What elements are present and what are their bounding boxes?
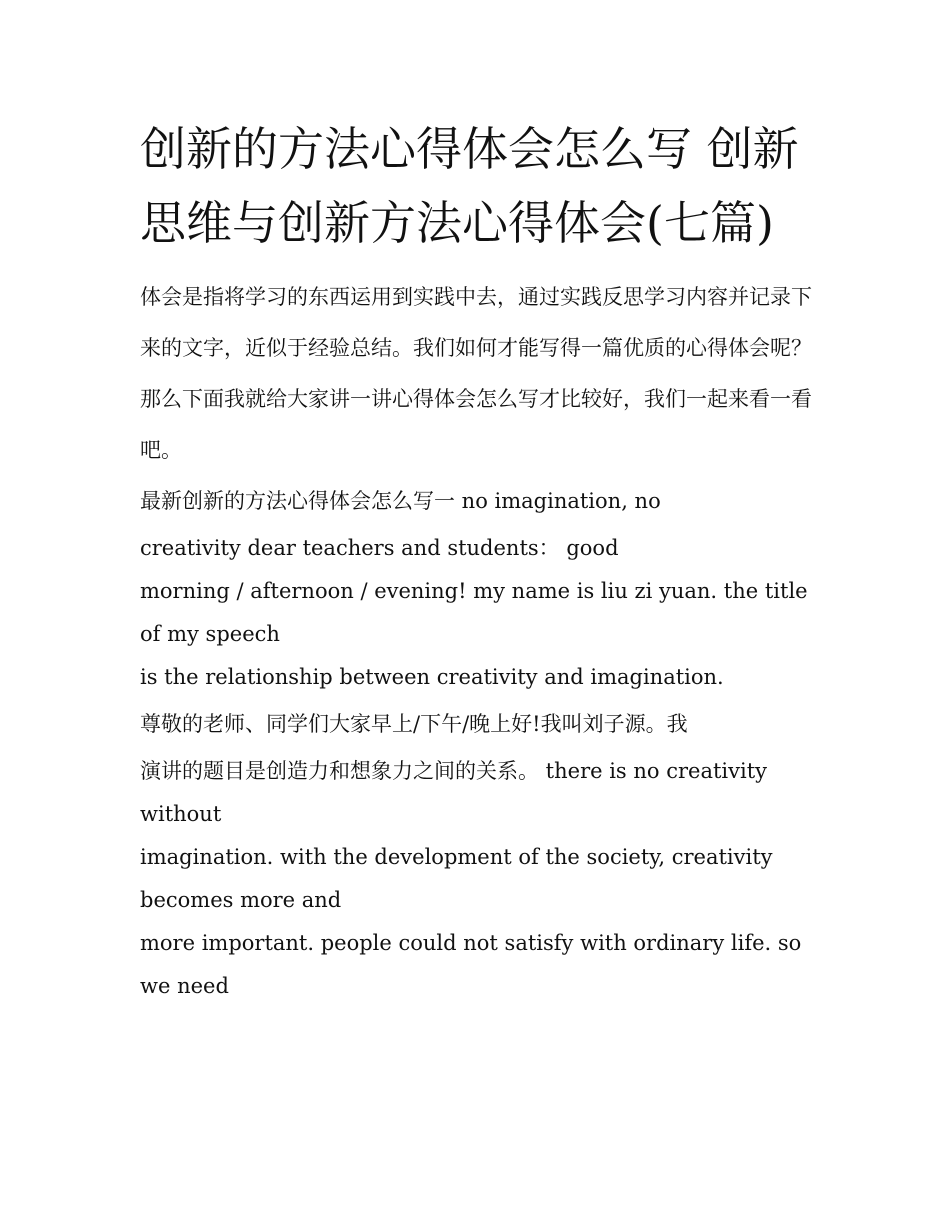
body-line-4: is the relationship between creativity and imagination. (140, 665, 724, 689)
document-page (140, 112, 815, 1008)
body-line-5: 尊敬的老师、同学们大家早上/下午/晚上好!我叫刘子源。我 (140, 712, 688, 736)
body-line-3: morning / afternoon / evening! my name is liu zi yuan. the title of my speech (140, 579, 808, 646)
body-line-6: 演讲的题目是创造力和想象力之间的关系。 there is no creativity without (140, 759, 768, 826)
body-line-1: 最新创新的方法心得体会怎么写一 no imagination, no (140, 489, 661, 513)
document-title: 创新的方法心得体会怎么写 创新思维与创新方法心得体会(七篇) (140, 122, 799, 250)
body-line-7: imagination. with the development of the society, creativity becomes more and (140, 845, 773, 912)
intro-paragraph: 体会是指将学习的东西运用到实践中去，通过实践反思学习内容并记录下来的文字，近似于经验总结。我们如何才能写得一篇优质的心得体会呢？那么下面我就给大家讲一讲心得体会怎么写才比较好，我们一起来看一看吧。 (140, 285, 812, 462)
body-line-8: more important. people could not satisfy with ordinary life. so we need (140, 931, 802, 998)
body-line-2: creativity dear teachers and students： good (140, 536, 619, 560)
